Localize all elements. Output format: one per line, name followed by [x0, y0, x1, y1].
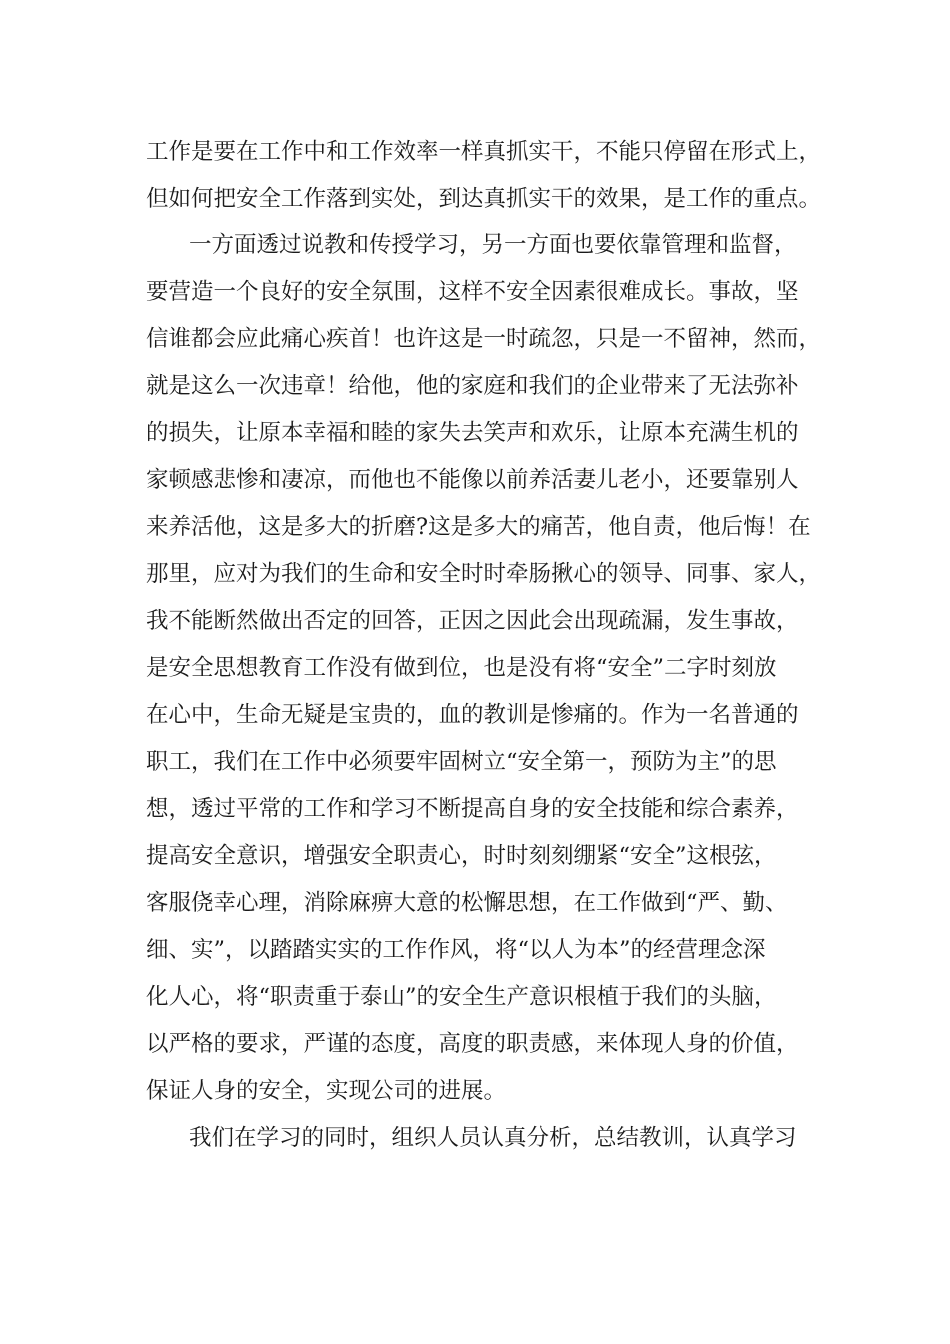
- text-line: 细、实”，以踏踏实实的工作作风，将“以人为本”的经营理念深: [146, 937, 766, 963]
- text-line: 来养活他，这是多大的折磨?这是多大的痛苦，他自责，他后悔！在: [146, 514, 811, 540]
- text-line: 信谁都会应此痛心疾首！也许这是一时疏忽，只是一不留神，然而，: [146, 326, 822, 352]
- text-line: 在心中，生命无疑是宝贵的，血的教训是惨痛的。作为一名普通的: [146, 702, 799, 728]
- text-line: 提高安全意识，增强安全职责心，时时刻刻绷紧“安全”这根弦，: [146, 843, 777, 869]
- text-line: 的损失，让原本幸福和睦的家失去笑声和欢乐，让原本充满生机的: [146, 420, 799, 446]
- text-line: 以严格的要求，严谨的态度，高度的职责感，来体现人身的价值，: [146, 1031, 799, 1057]
- text-line: 客服侥幸心理，消除麻痹大意的松懈思想，在工作做到“严、勤、: [146, 890, 788, 916]
- text-line: 职工，我们在工作中必须要牢固树立“安全第一，预防为主”的思: [146, 749, 777, 775]
- text-line: 想，透过平常的工作和学习不断提高自身的安全技能和综合素养，: [146, 796, 799, 822]
- text-line: 但如何把安全工作落到实处，到达真抓实干的效果，是工作的重点。: [146, 186, 822, 212]
- text-line: 那里，应对为我们的生命和安全时时牵肠揪心的领导、同事、家人，: [146, 561, 822, 587]
- text-line: 家顿感悲惨和凄凉，而他也不能像以前养活妻儿老小，还要靠别人: [146, 467, 799, 493]
- text-line: 是安全思想教育工作没有做到位，也是没有将“安全”二字时刻放: [146, 655, 777, 681]
- text-line: 就是这么一次违章！给他，他的家庭和我们的企业带来了无法弥补: [146, 373, 799, 399]
- text-line: 要营造一个良好的安全氛围，这样不安全因素很难成长。事故，坚: [146, 279, 799, 305]
- text-line: 保证人身的安全，实现公司的进展。: [146, 1078, 507, 1104]
- text-line: 工作是要在工作中和工作效率一样真抓实干，不能只停留在形式上，: [146, 139, 822, 165]
- text-line: 化人心，将“职责重于泰山”的安全生产意识根植于我们的头脑，: [146, 984, 777, 1010]
- paragraph-first-line: 一方面透过说教和传授学习，另一方面也要依靠管理和监督，: [189, 232, 797, 258]
- text-line: 我不能断然做出否定的回答，正因之因此会出现疏漏，发生事故，: [146, 608, 799, 634]
- paragraph-first-line: 我们在学习的同时，组织人员认真分析，总结教训，认真学习: [189, 1125, 797, 1151]
